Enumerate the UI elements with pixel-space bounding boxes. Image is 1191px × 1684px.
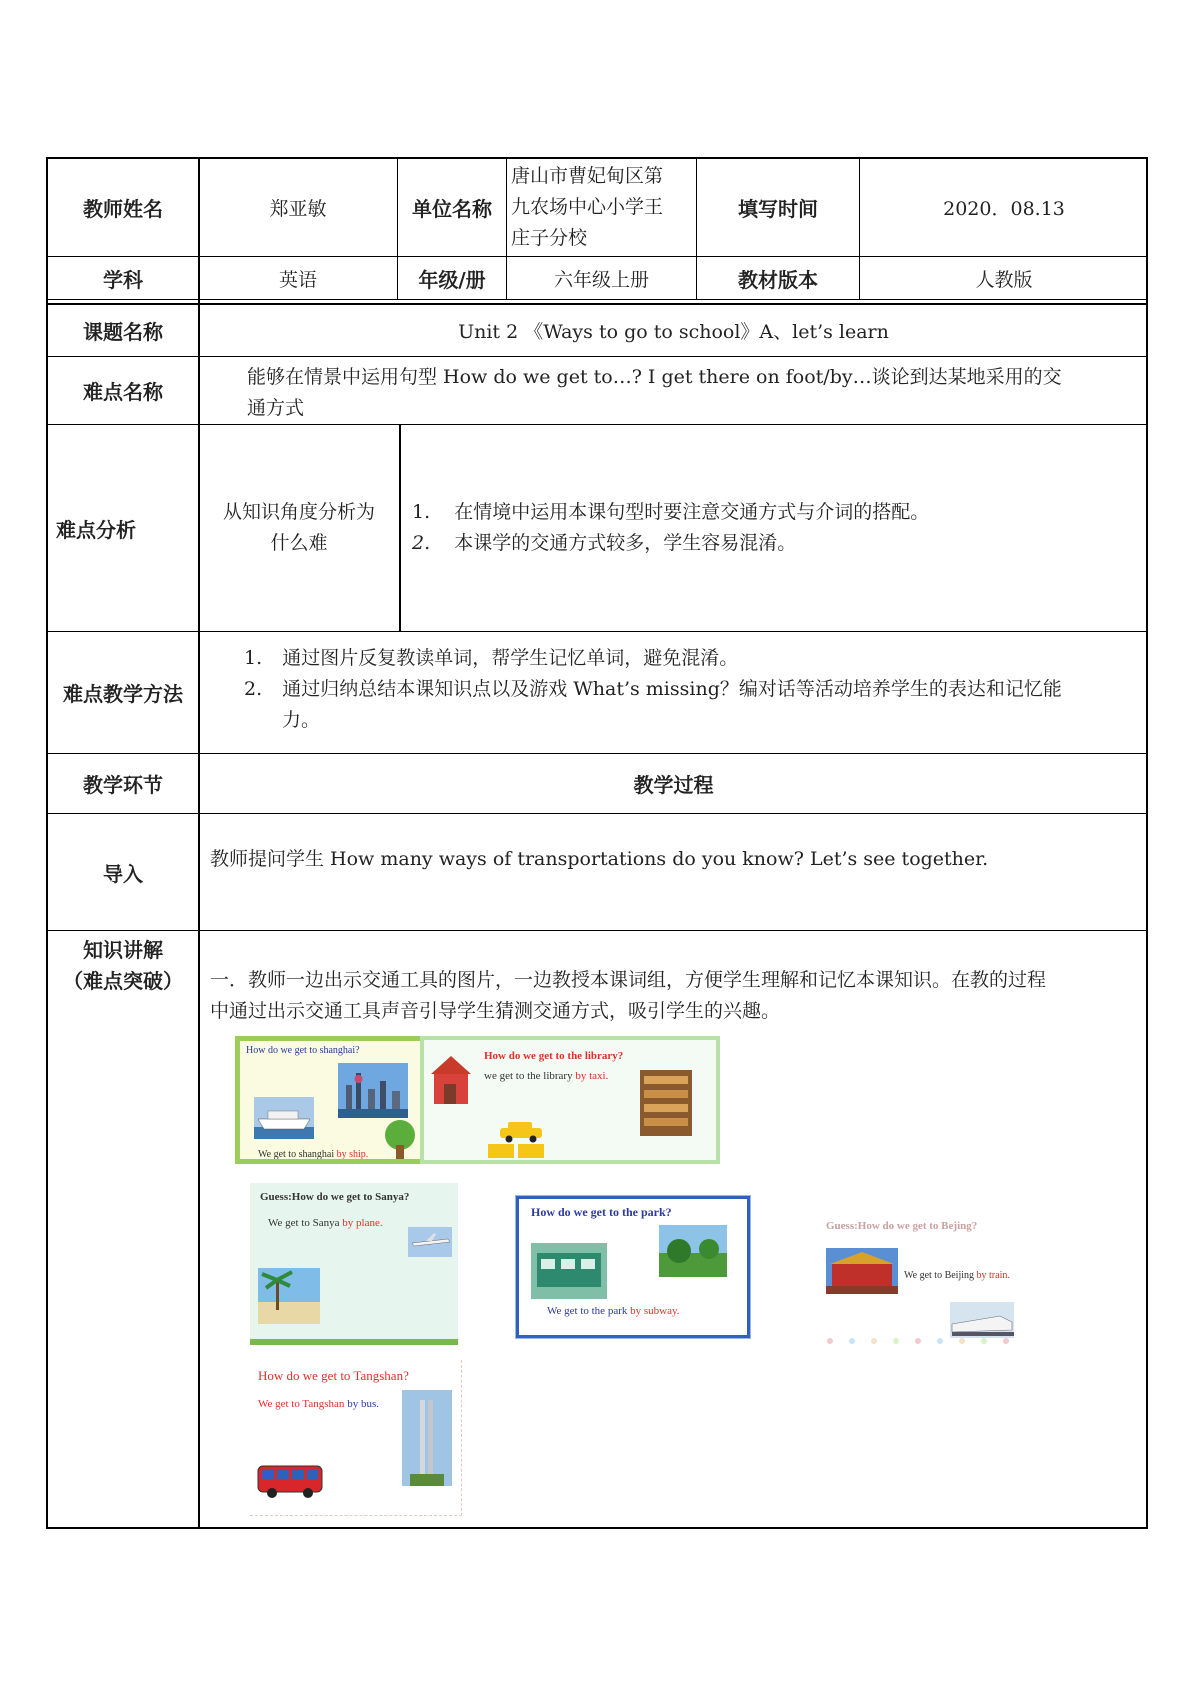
unit-value-line: 九农场中心小学王 [511, 196, 664, 218]
slide-sanya [250, 1183, 458, 1345]
method-item-num: 1. [244, 647, 263, 669]
slide-answer-mode: by train. [976, 1270, 1010, 1281]
slide-tangshan [250, 1360, 462, 1516]
slide-question: Guess:How do we get to Sanya? [260, 1191, 410, 1203]
analysis-sub-label [199, 425, 399, 631]
slide-question: How do we get to shanghai? [246, 1045, 360, 1056]
slide-library [420, 1036, 720, 1164]
method-item-text: 通过归纳总结本课知识点以及游戏 What’s missing？编对话等活动培养学生的表达和记忆能 [282, 678, 1062, 700]
slide-answer [904, 1270, 1010, 1281]
subject-label: 学科 [103, 267, 143, 292]
col-divider [399, 424, 401, 631]
topic-value: Unit 2 《Ways to go to school》A、let’s learn [458, 321, 889, 343]
analysis-sub-label-line: 从知识角度分析为 [222, 501, 375, 523]
method-item-2-cont: 力。 [282, 709, 321, 731]
slide-answer [258, 1398, 379, 1410]
taxi-clipart [496, 1118, 546, 1144]
slide-question: Guess:How do we get to Bejing? [826, 1220, 978, 1232]
bus-clipart [256, 1460, 326, 1500]
knowledge-label-line: 知识讲解 [83, 938, 163, 962]
topic-label: 课题名称 [83, 320, 163, 344]
grade-label: 年级/册 [418, 267, 486, 292]
subway-photo [531, 1243, 607, 1299]
dotted-border [822, 1336, 1028, 1346]
library-shelves-photo [640, 1070, 692, 1136]
edition-label: 教材版本 [738, 267, 818, 292]
unit-value-line: 唐山市曹妃甸区第 [511, 165, 664, 187]
slide-answer-text: We get to Tangshan [258, 1398, 345, 1410]
slide-answer-text: We get to the park [547, 1305, 628, 1317]
teacher-name-value: 郑亚敏 [269, 198, 327, 220]
knowledge-label [48, 933, 198, 999]
ship-photo [254, 1097, 314, 1139]
grade-value: 六年级上册 [553, 268, 649, 291]
difficulty-line-2: 通方式 [247, 397, 305, 419]
subject-value: 英语 [278, 268, 317, 291]
analysis-label: 难点分析 [56, 517, 136, 542]
teacher-name-label: 教师姓名 [83, 197, 163, 221]
process-step-label: 教学环节 [83, 773, 163, 797]
slide-beijing [822, 1218, 1028, 1346]
slide-answer-mode: by bus. [347, 1398, 379, 1410]
slide-answer-mode: by subway. [630, 1305, 680, 1317]
airplane-photo [408, 1227, 452, 1257]
school-building-clipart [426, 1052, 476, 1112]
slide-answer-mode: by plane. [342, 1217, 383, 1229]
slide-answer-mode: by ship. [336, 1149, 369, 1160]
taxi-icons [488, 1144, 548, 1158]
analysis-item-num: 2. [412, 532, 431, 554]
slide-shanghai [235, 1036, 425, 1164]
knowledge-line-2: 中通过出示交通工具声音引导学生猜测交通方式，吸引学生的兴趣。 [210, 1000, 781, 1022]
difficulty-line-1: 能够在情景中运用句型 How do we get to…? I get there on foot/by…谈论到达某地采用的交 [247, 366, 1062, 388]
method-item-1 [244, 643, 738, 674]
analysis-sub-label-line: 什么难 [270, 532, 328, 554]
analysis-item-num: 1. [412, 501, 431, 523]
slide-answer-text: We get to shanghai [258, 1149, 335, 1160]
date-label: 填写时间 [738, 197, 818, 221]
beach-photo [258, 1268, 320, 1324]
tree-clipart [380, 1119, 420, 1163]
unit-label: 单位名称 [412, 197, 492, 221]
knowledge-line-1: 一．教师一边出示交通工具的图片，一边教授本课词组，方便学生理解和记忆本课知识。在教的过程 [210, 969, 1047, 991]
slide-answer-mode: by taxi. [575, 1070, 609, 1082]
analysis-item-text: 在情境中运用本课句型时要注意交通方式与介词的搭配。 [454, 501, 930, 523]
col-divider [198, 159, 200, 1529]
slide-answer-text: we get to the library [484, 1070, 573, 1082]
row-divider [48, 299, 1148, 300]
unit-value [507, 159, 696, 256]
slide-question: How do we get to the library? [484, 1050, 624, 1062]
row-divider [48, 930, 1148, 931]
tiananmen-photo [826, 1248, 898, 1294]
slide-answer [258, 1149, 368, 1160]
train-photo [950, 1302, 1014, 1338]
intro-text: 教师提问学生 How many ways of transportations do you know? Let’s see together. [210, 848, 989, 870]
analysis-item-2 [412, 528, 796, 559]
method-item-text: 通过图片反复教读单词，帮学生记忆单词，避免混淆。 [282, 647, 739, 669]
method-item-2 [244, 674, 1062, 705]
slide-park [516, 1196, 750, 1338]
row-divider [48, 631, 1148, 632]
row-divider [48, 356, 1148, 357]
row-divider [48, 813, 1148, 814]
park-photo [659, 1225, 727, 1277]
knowledge-label-line: （难点突破） [63, 969, 183, 993]
edition-value: 人教版 [975, 268, 1033, 291]
unit-value-line: 庄子分校 [511, 227, 588, 249]
process-label: 教学过程 [633, 773, 714, 797]
date-value: 2020．08.13 [943, 198, 1065, 220]
tangshan-monument-photo [402, 1390, 452, 1486]
analysis-item-text: 本课学的交通方式较多，学生容易混淆。 [454, 532, 797, 554]
slide-answer [268, 1217, 383, 1229]
analysis-item-1 [412, 497, 929, 528]
intro-label: 导入 [103, 861, 143, 886]
method-item-num: 2. [244, 678, 263, 700]
slide-answer [484, 1070, 608, 1082]
slide-answer-text: We get to Beijing [904, 1270, 975, 1281]
slide-answer-text: We get to Sanya [268, 1217, 340, 1229]
slide-question: How do we get to Tangshan? [258, 1368, 409, 1383]
difficulty-label: 难点名称 [83, 380, 163, 404]
slide-answer [547, 1305, 680, 1317]
method-label: 难点教学方法 [63, 682, 183, 706]
city-skyline-photo [338, 1063, 408, 1118]
slide-question: How do we get to the park? [531, 1205, 672, 1219]
